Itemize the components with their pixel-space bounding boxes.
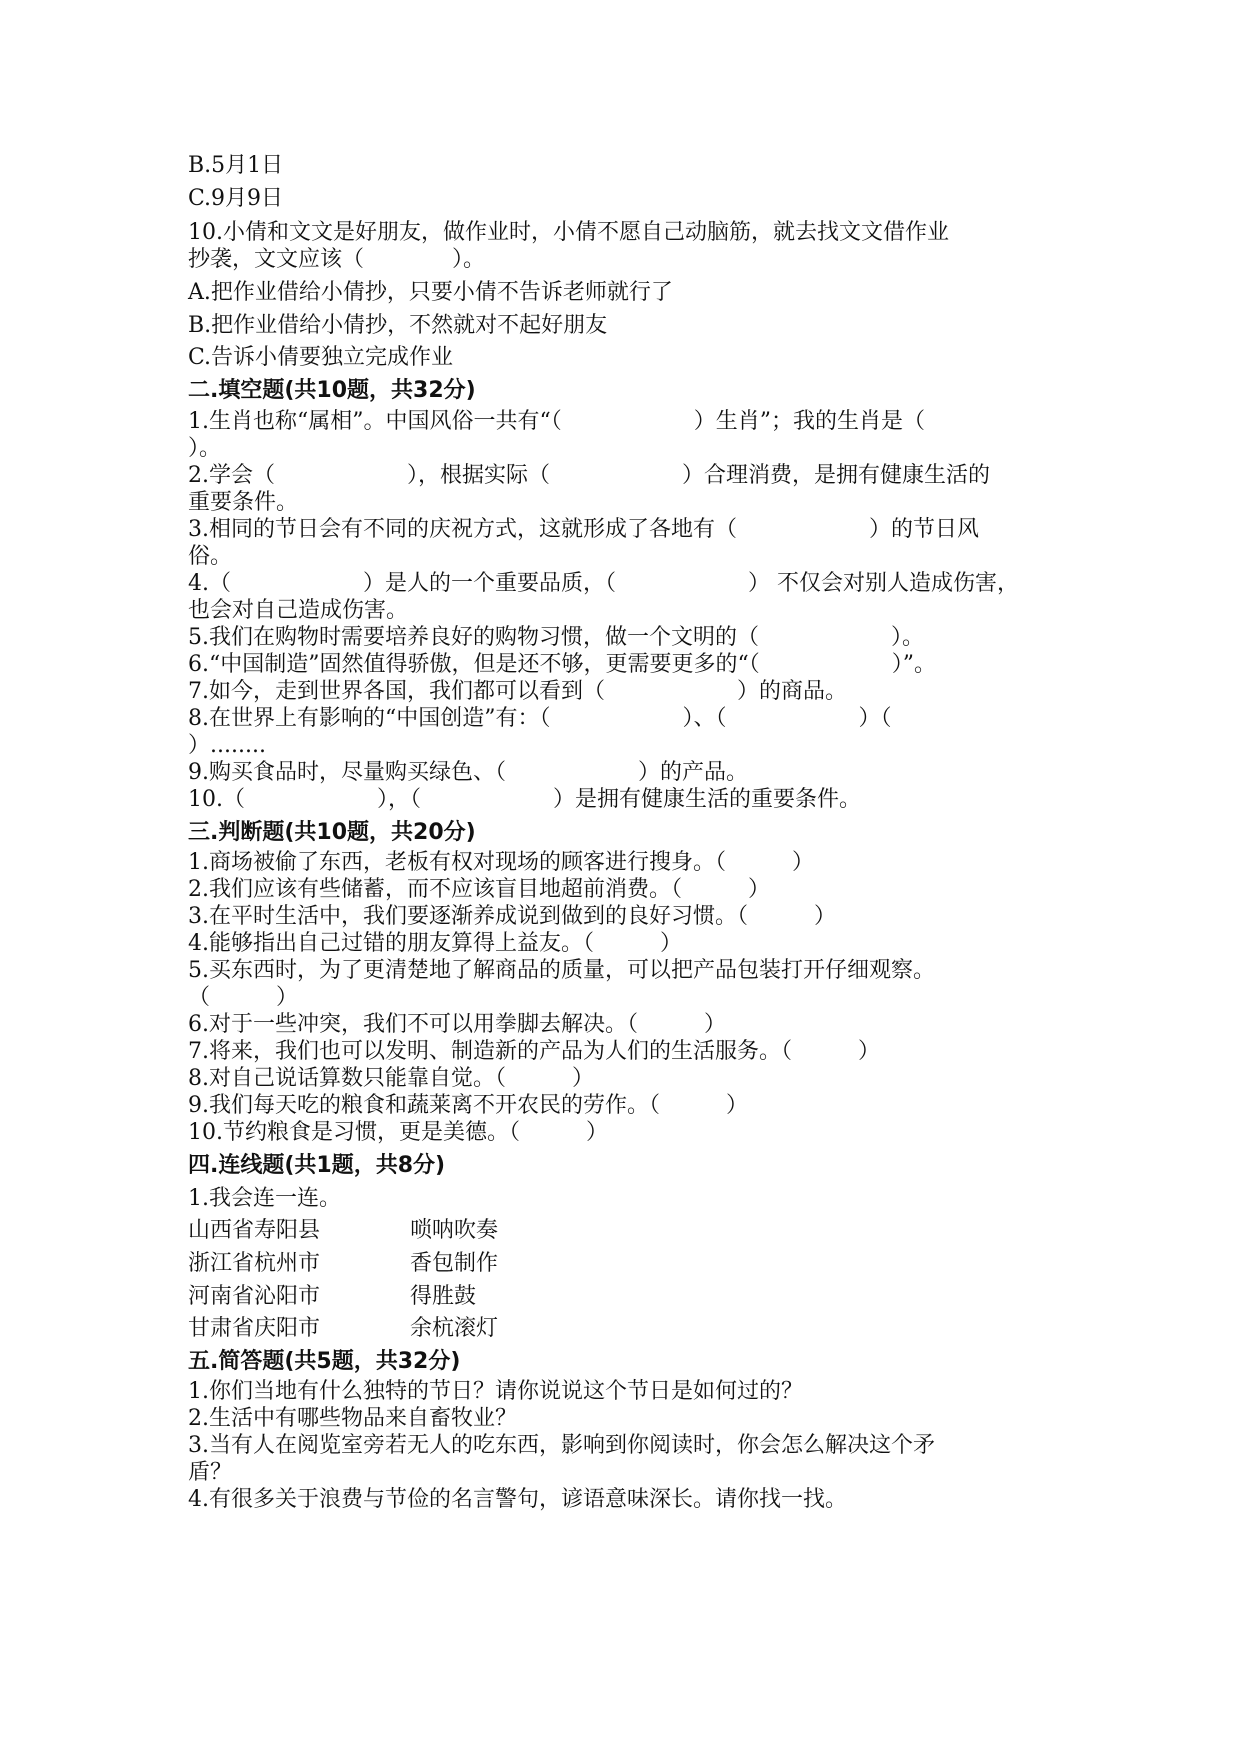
- q9-option-c: C.9月9日: [188, 185, 284, 211]
- fill-item-1-line-2: ）。: [188, 435, 222, 461]
- short-item-4: 4.有很多关于浪费与节俭的名言警句，谚语意味深长。请你找一找。: [188, 1487, 847, 1513]
- match-section-title: 四.连线题(共1题，共8分): [188, 1153, 446, 1179]
- q10-stem-line-2: 抄袭，文文应该（ ）。: [188, 247, 486, 273]
- fill-item-8-line-2: ）........: [188, 732, 266, 758]
- short-item-3-line-2: 盾？: [188, 1460, 233, 1486]
- judge-item-8: 8.对自己说话算数只能靠自觉。（ ）: [188, 1066, 594, 1092]
- short-item-3: [188, 1432, 1088, 1486]
- judge-item-3: 3.在平时生活中，我们要逐渐养成说到做到的良好习惯。（ ）: [188, 904, 836, 930]
- question-10: [188, 219, 1088, 375]
- match-row: [188, 1215, 1088, 1248]
- q9-option-b: B.5月1日: [188, 153, 284, 178]
- judge-item-7: 7.将来，我们也可以发明、制造新的产品为人们的生活服务。（ ）: [188, 1039, 880, 1065]
- match-row: [188, 1281, 1088, 1314]
- fill-item-3: [188, 516, 1088, 570]
- short-item-2: 2.生活中有哪些物品来自畜牧业？: [188, 1406, 517, 1432]
- fill-item-2-line-1: 2.学会（ ），根据实际（ ）合理消费，是拥有健康生活的: [188, 462, 990, 488]
- fill-item-1: [188, 408, 1088, 462]
- fill-item-10: 10.（ ），（ ）是拥有健康生活的重要条件。: [188, 786, 861, 812]
- judge-item-10: 10.节约粮食是习惯，更是美德。（ ）: [188, 1120, 608, 1146]
- fill-item-4-line-2: 也会对自己造成伤害。: [188, 597, 409, 623]
- match-row: [188, 1313, 1088, 1346]
- fill-item-2: [188, 462, 1088, 516]
- judge-item-5: [188, 957, 1088, 1011]
- fill-section-title: 二.填空题(共10题，共32分): [188, 377, 476, 403]
- fill-item-4: [188, 570, 1088, 624]
- match-left-item: 山西省寿阳县: [188, 1218, 321, 1244]
- q9-options: [188, 150, 1088, 215]
- match-left-item: 浙江省杭州市: [188, 1250, 321, 1276]
- match-right-item: 余杭滚灯: [410, 1316, 499, 1342]
- fill-item-3-line-1: 3.相同的节日会有不同的庆祝方式，这就形成了各地有（ ）的节日风: [188, 516, 979, 542]
- fill-item-2-line-2: 重要条件。: [188, 489, 299, 515]
- match-prompt: 1.我会连一连。: [188, 1185, 341, 1211]
- fill-item-3-line-2: 俗。: [188, 543, 233, 569]
- judge-item-6: 6.对于一些冲突，我们不可以用拳脚去解决。（ ）: [188, 1012, 726, 1038]
- fill-item-1-line-1: 1.生肖也称“属相”。中国风俗一共有“（ ）生肖”；我的生肖是（: [188, 408, 925, 434]
- q10-option-a: A.把作业借给小倩抄，只要小倩不告诉老师就行了: [188, 280, 673, 306]
- match-right-item: 香包制作: [410, 1250, 499, 1276]
- match-left-item: 甘肃省庆阳市: [188, 1316, 321, 1342]
- exam-page: [188, 150, 1088, 1513]
- fill-item-7: 7.如今，走到世界各国，我们都可以看到（ ）的商品。: [188, 678, 847, 704]
- fill-item-8-line-1: 8.在世界上有影响的“中国创造”有：（ ）、（ ）（: [188, 705, 892, 731]
- judge-section-title: 三.判断题(共10题，共20分): [188, 819, 476, 845]
- fill-item-5: 5.我们在购物时需要培养良好的购物习惯，做一个文明的（ ）。: [188, 624, 924, 650]
- short-section-title: 五.简答题(共5题，共32分): [188, 1348, 461, 1374]
- match-right-item: 得胜鼓: [410, 1283, 477, 1309]
- fill-section: [188, 375, 1088, 813]
- short-item-3-line-1: 3.当有人在阅览室旁若无人的吃东西，影响到你阅读时，你会怎么解决这个矛: [188, 1433, 935, 1459]
- judge-item-2: 2.我们应该有些储蓄，而不应该盲目地超前消费。（ ）: [188, 877, 770, 903]
- short-item-1: 1.你们当地有什么独特的节日？请你说说这个节日是如何过的？: [188, 1379, 803, 1405]
- q10-option-b: B.把作业借给小倩抄，不然就对不起好朋友: [188, 312, 608, 338]
- judge-item-4: 4.能够指出自己过错的朋友算得上益友。（ ）: [188, 931, 682, 957]
- fill-item-8: [188, 705, 1088, 759]
- q10-option-c: C.告诉小倩要独立完成作业: [188, 345, 454, 371]
- fill-item-4-line-1: 4.（ ）是人的一个重要品质，（ ） 不仅会对别人造成伤害，: [188, 570, 1019, 596]
- fill-item-9: 9.购买食品时，尽量购买绿色、（ ）的产品。: [188, 759, 748, 785]
- judge-item-5-line-2: （ ）: [188, 985, 299, 1011]
- short-section: [188, 1346, 1088, 1514]
- match-row: [188, 1248, 1088, 1281]
- judge-item-9: 9.我们每天吃的粮食和蔬莱离不开农民的劳作。（ ）: [188, 1093, 748, 1119]
- judge-section: [188, 817, 1088, 1147]
- judge-item-1: 1.商场被偷了东西，老板有权对现场的顾客进行搜身。（ ）: [188, 850, 814, 876]
- match-left-item: 河南省沁阳市: [188, 1283, 321, 1309]
- match-section: [188, 1150, 1088, 1346]
- match-right-item: 唢呐吹奏: [410, 1218, 499, 1244]
- judge-item-5-line-1: 5.买东西时，为了更清楚地了解商品的质量，可以把产品包装打开仔细观察。: [188, 958, 935, 984]
- q10-stem-line-1: 10.小倩和文文是好朋友，做作业时，小倩不愿自己动脑筋，就去找文文借作业: [188, 220, 949, 246]
- fill-item-6: 6.“中国制造”固然值得骄傲，但是还不够，更需要更多的“（ ）”。: [188, 651, 936, 677]
